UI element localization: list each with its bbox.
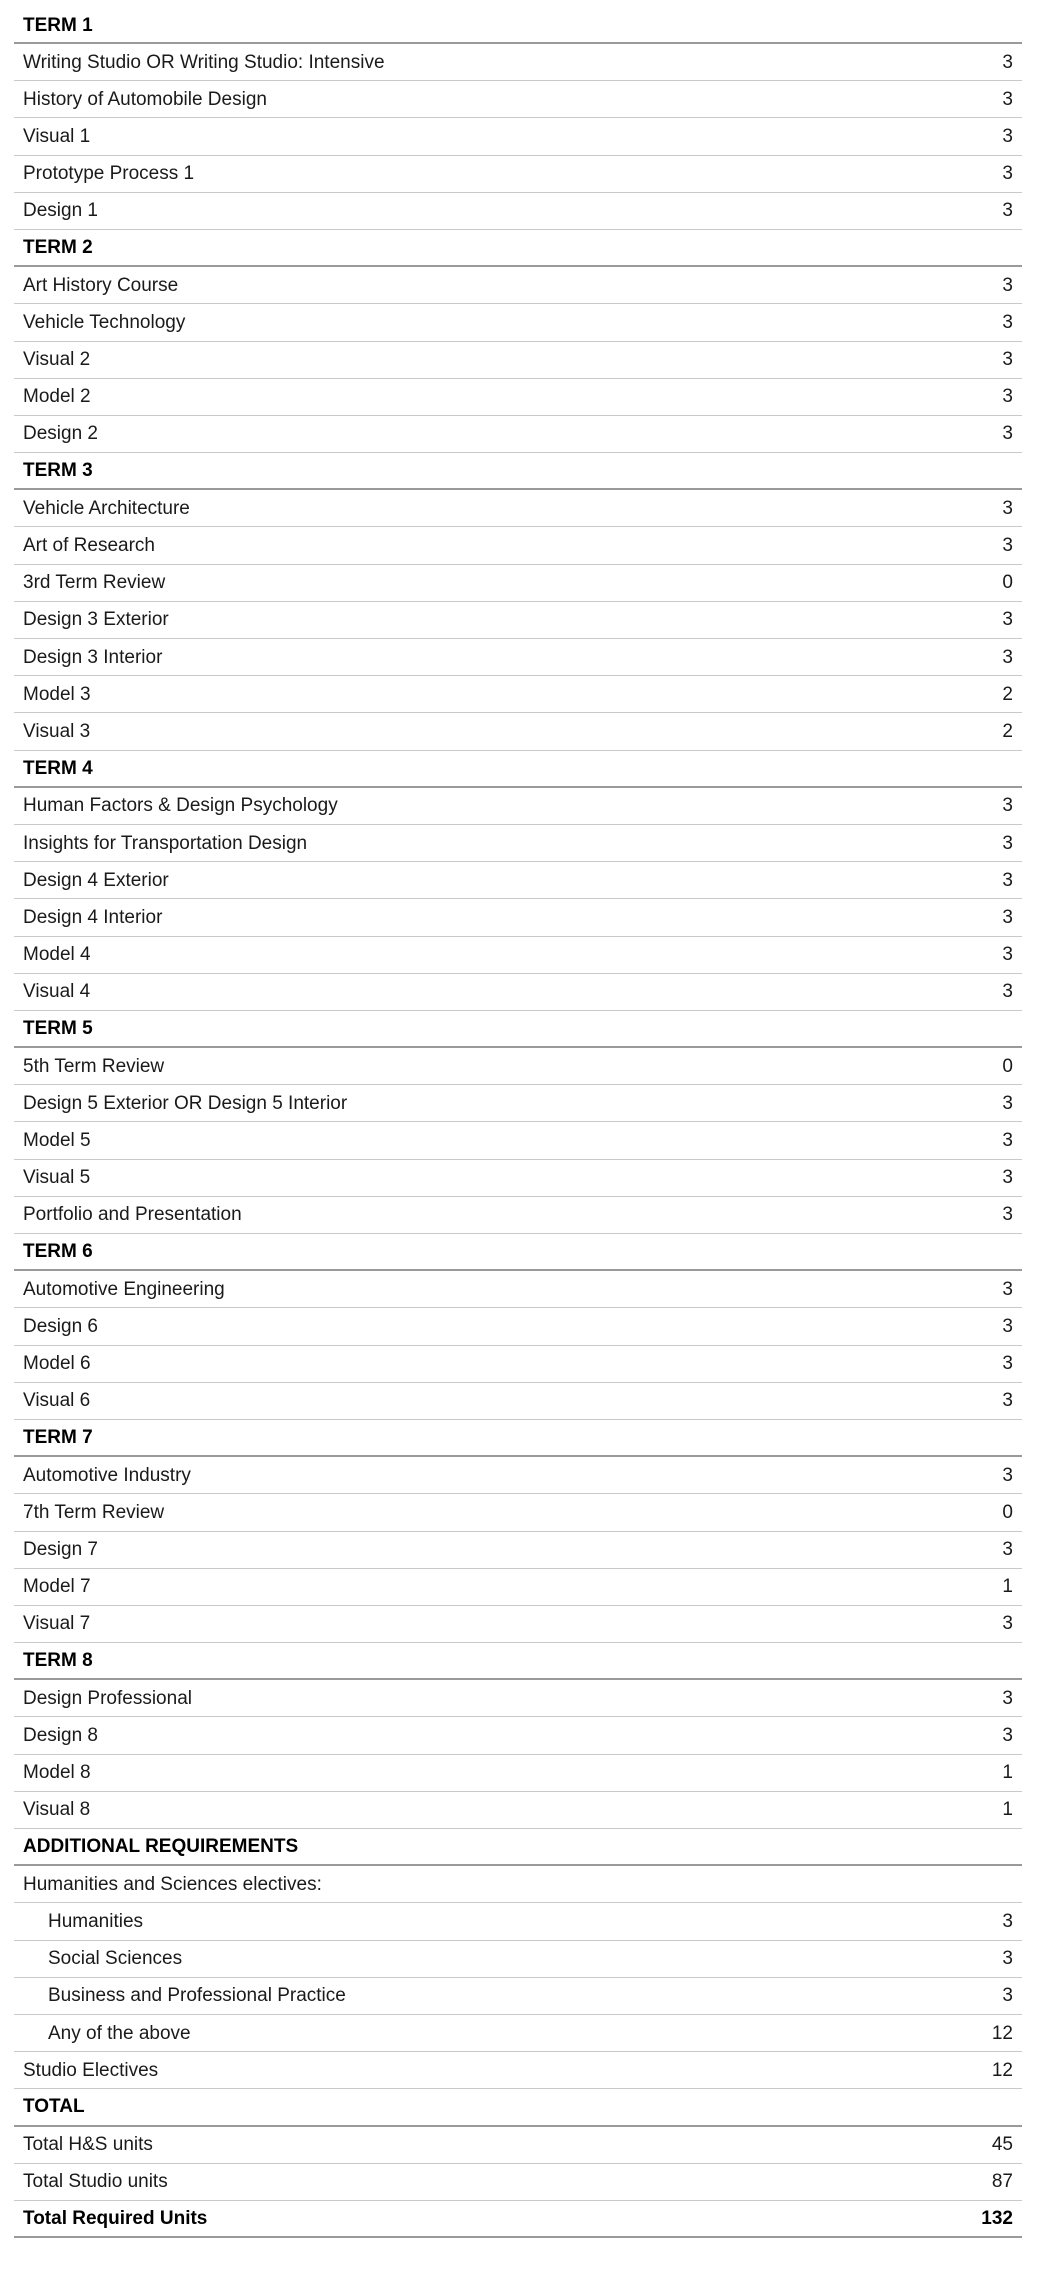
course-name: Automotive Engineering bbox=[23, 1278, 225, 1300]
course-units: 3 bbox=[1002, 944, 1013, 966]
course-name: Visual 6 bbox=[23, 1390, 91, 1412]
section-heading bbox=[14, 1420, 1022, 1457]
course-name: Design 4 Exterior bbox=[23, 869, 169, 891]
course-name: Model 2 bbox=[23, 386, 91, 408]
course-units: 3 bbox=[1002, 311, 1013, 333]
course-units: 3 bbox=[1002, 274, 1013, 296]
course-name: Automotive Industry bbox=[23, 1464, 191, 1486]
section-heading bbox=[14, 1011, 1022, 1048]
course-name: Model 3 bbox=[23, 683, 91, 705]
course-units: 3 bbox=[1002, 609, 1013, 631]
course-row bbox=[14, 937, 1022, 974]
course-name: Studio Electives bbox=[23, 2059, 159, 2081]
course-row bbox=[14, 193, 1022, 230]
course-name: History of Automobile Design bbox=[23, 88, 267, 110]
course-name: Vehicle Architecture bbox=[23, 497, 190, 519]
course-name: Design 3 Interior bbox=[23, 646, 163, 668]
course-units: 45 bbox=[991, 2134, 1013, 2156]
section-heading bbox=[14, 2089, 1022, 2126]
course-units: 3 bbox=[1002, 1464, 1013, 1486]
course-row bbox=[14, 565, 1022, 602]
course-row bbox=[14, 899, 1022, 936]
course-units: 132 bbox=[981, 2207, 1013, 2229]
course-units: 1 bbox=[1002, 1762, 1013, 1784]
course-row bbox=[14, 1160, 1022, 1197]
course-units: 3 bbox=[1002, 349, 1013, 371]
course-units: 0 bbox=[1002, 1501, 1013, 1523]
course-name: Portfolio and Presentation bbox=[23, 1204, 242, 1226]
course-units: 12 bbox=[991, 2059, 1013, 2081]
course-row bbox=[14, 974, 1022, 1011]
section-title: ADDITIONAL REQUIREMENTS bbox=[23, 1836, 299, 1858]
course-row bbox=[14, 1941, 1022, 1978]
course-name: 7th Term Review bbox=[23, 1501, 165, 1523]
course-row bbox=[14, 304, 1022, 341]
course-units: 12 bbox=[991, 2022, 1013, 2044]
course-row bbox=[14, 1755, 1022, 1792]
course-units: 3 bbox=[1002, 869, 1013, 891]
course-name: Design 5 Exterior OR Design 5 Interior bbox=[23, 1092, 348, 1114]
course-units: 3 bbox=[1002, 497, 1013, 519]
section-title: TERM 6 bbox=[23, 1241, 93, 1263]
course-name: Design 4 Interior bbox=[23, 906, 163, 928]
course-row bbox=[14, 156, 1022, 193]
course-units: 3 bbox=[1002, 795, 1013, 817]
course-name: 3rd Term Review bbox=[23, 572, 166, 594]
course-units: 1 bbox=[1002, 1576, 1013, 1598]
course-row bbox=[14, 490, 1022, 527]
course-row bbox=[14, 527, 1022, 564]
course-name: Model 4 bbox=[23, 944, 91, 966]
course-row bbox=[14, 1308, 1022, 1345]
course-row bbox=[14, 379, 1022, 416]
course-units: 0 bbox=[1002, 572, 1013, 594]
section-title: TERM 2 bbox=[23, 237, 93, 259]
course-row bbox=[14, 676, 1022, 713]
course-units: 3 bbox=[1002, 1390, 1013, 1412]
course-units: 3 bbox=[1002, 1948, 1013, 1970]
course-row bbox=[14, 862, 1022, 899]
course-row bbox=[14, 267, 1022, 304]
course-row bbox=[14, 1717, 1022, 1754]
course-name: Total Studio units bbox=[23, 2171, 168, 2193]
course-name: Insights for Transportation Design bbox=[23, 832, 308, 854]
course-units: 2 bbox=[1002, 720, 1013, 742]
course-name: Humanities and Sciences electives: bbox=[23, 1873, 322, 1895]
section-heading bbox=[14, 1234, 1022, 1271]
course-units: 1 bbox=[1002, 1799, 1013, 1821]
course-row bbox=[14, 1085, 1022, 1122]
course-name: Design 3 Exterior bbox=[23, 609, 169, 631]
course-units: 3 bbox=[1002, 1092, 1013, 1114]
section-heading bbox=[14, 1643, 1022, 1680]
course-name: Design 8 bbox=[23, 1725, 98, 1747]
course-units: 3 bbox=[1002, 832, 1013, 854]
course-name: Visual 4 bbox=[23, 981, 91, 1003]
course-row bbox=[14, 2164, 1022, 2201]
section-title: TERM 3 bbox=[23, 460, 93, 482]
course-row bbox=[14, 1569, 1022, 1606]
section-heading bbox=[14, 230, 1022, 267]
course-row bbox=[14, 1978, 1022, 2015]
course-name: Visual 5 bbox=[23, 1167, 91, 1189]
course-units: 3 bbox=[1002, 1204, 1013, 1226]
course-name: 5th Term Review bbox=[23, 1055, 165, 1077]
course-units: 3 bbox=[1002, 125, 1013, 147]
course-name: Art History Course bbox=[23, 274, 179, 296]
course-row bbox=[14, 2127, 1022, 2164]
course-units: 3 bbox=[1002, 1315, 1013, 1337]
course-name: Business and Professional Practice bbox=[48, 1985, 346, 2007]
course-units: 3 bbox=[1002, 88, 1013, 110]
course-row bbox=[14, 1903, 1022, 1940]
course-name: Visual 1 bbox=[23, 125, 91, 147]
course-row bbox=[14, 342, 1022, 379]
course-units: 3 bbox=[1002, 535, 1013, 557]
section-title: TERM 5 bbox=[23, 1017, 93, 1039]
course-row bbox=[14, 713, 1022, 750]
course-row bbox=[14, 1494, 1022, 1531]
course-row bbox=[14, 1792, 1022, 1829]
course-row bbox=[14, 825, 1022, 862]
course-units: 2 bbox=[1002, 683, 1013, 705]
course-name: Human Factors & Design Psychology bbox=[23, 795, 338, 817]
course-units: 3 bbox=[1002, 1167, 1013, 1189]
course-units: 3 bbox=[1002, 1353, 1013, 1375]
course-row bbox=[14, 602, 1022, 639]
course-row bbox=[14, 1606, 1022, 1643]
section-heading bbox=[14, 453, 1022, 490]
course-row bbox=[14, 1383, 1022, 1420]
course-name: Model 7 bbox=[23, 1576, 91, 1598]
course-row bbox=[14, 1532, 1022, 1569]
course-row bbox=[14, 1346, 1022, 1383]
course-name: Total H&S units bbox=[23, 2134, 153, 2156]
course-name: Design 6 bbox=[23, 1315, 98, 1337]
course-units: 3 bbox=[1002, 1130, 1013, 1152]
section-title: TERM 1 bbox=[23, 14, 93, 36]
course-name: Visual 2 bbox=[23, 349, 91, 371]
course-row bbox=[14, 44, 1022, 81]
course-row bbox=[14, 1680, 1022, 1717]
course-name: Social Sciences bbox=[48, 1948, 183, 1970]
course-name: Humanities bbox=[48, 1910, 144, 1932]
course-name: Model 5 bbox=[23, 1130, 91, 1152]
course-units: 3 bbox=[1002, 1910, 1013, 1932]
section-title: TERM 7 bbox=[23, 1427, 93, 1449]
course-row bbox=[14, 2052, 1022, 2089]
curriculum-table bbox=[14, 0, 1022, 2238]
course-name: Prototype Process 1 bbox=[23, 163, 195, 185]
section-heading bbox=[14, 1829, 1022, 1866]
course-units: 3 bbox=[1002, 51, 1013, 73]
course-name: Any of the above bbox=[48, 2022, 191, 2044]
course-row bbox=[14, 81, 1022, 118]
course-units: 87 bbox=[991, 2171, 1013, 2193]
course-units: 3 bbox=[1002, 200, 1013, 222]
course-name: Art of Research bbox=[23, 535, 155, 557]
course-units: 3 bbox=[1002, 906, 1013, 928]
course-name: Visual 7 bbox=[23, 1613, 91, 1635]
course-name: Model 6 bbox=[23, 1353, 91, 1375]
course-name: Design 1 bbox=[23, 200, 98, 222]
course-units: 3 bbox=[1002, 163, 1013, 185]
course-units: 3 bbox=[1002, 1613, 1013, 1635]
course-units: 3 bbox=[1002, 1539, 1013, 1561]
course-row bbox=[14, 639, 1022, 676]
course-units: 3 bbox=[1002, 1725, 1013, 1747]
course-name: Writing Studio OR Writing Studio: Intensive bbox=[23, 51, 385, 73]
section-title: TERM 4 bbox=[23, 757, 93, 779]
course-row bbox=[14, 1122, 1022, 1159]
course-row bbox=[14, 1866, 1022, 1903]
total-row bbox=[14, 2201, 1022, 2238]
course-row bbox=[14, 2015, 1022, 2052]
course-units: 3 bbox=[1002, 1687, 1013, 1709]
section-heading bbox=[14, 8, 1022, 44]
course-units: 3 bbox=[1002, 981, 1013, 1003]
course-units: 3 bbox=[1002, 1278, 1013, 1300]
course-row bbox=[14, 1197, 1022, 1234]
course-units: 0 bbox=[1002, 1055, 1013, 1077]
section-title: TERM 8 bbox=[23, 1650, 93, 1672]
section-title: TOTAL bbox=[23, 2096, 85, 2118]
course-row bbox=[14, 416, 1022, 453]
course-row bbox=[14, 1271, 1022, 1308]
course-name: Visual 8 bbox=[23, 1799, 91, 1821]
course-units: 3 bbox=[1002, 1985, 1013, 2007]
course-units: 3 bbox=[1002, 386, 1013, 408]
course-name: Vehicle Technology bbox=[23, 311, 186, 333]
course-name: Visual 3 bbox=[23, 720, 91, 742]
course-name: Design 2 bbox=[23, 423, 98, 445]
course-name: Design Professional bbox=[23, 1687, 192, 1709]
section-heading bbox=[14, 751, 1022, 788]
course-name: Design 7 bbox=[23, 1539, 98, 1561]
course-name: Model 8 bbox=[23, 1762, 91, 1784]
course-row bbox=[14, 118, 1022, 155]
course-row bbox=[14, 788, 1022, 825]
course-units: 3 bbox=[1002, 423, 1013, 445]
course-name: Total Required Units bbox=[23, 2207, 208, 2229]
course-row bbox=[14, 1048, 1022, 1085]
course-units: 3 bbox=[1002, 646, 1013, 668]
course-row bbox=[14, 1457, 1022, 1494]
